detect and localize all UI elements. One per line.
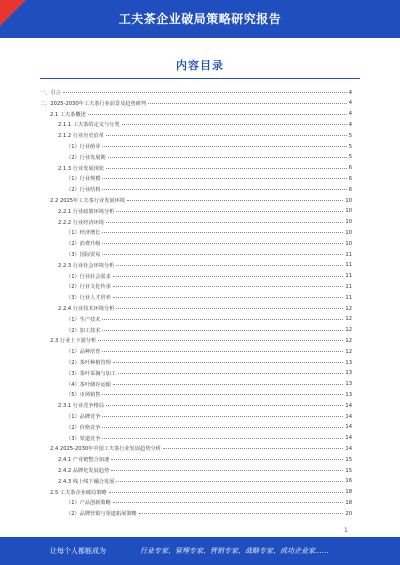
toc-entry[interactable] (66, 434, 352, 443)
toc-entry-text: 2.3.1 行业竞争格局 (58, 403, 104, 410)
toc-entry-page: 14 (345, 435, 352, 442)
toc-divider (40, 78, 360, 79)
toc-entry-page: 11 (345, 251, 352, 258)
toc-entry-text: （1）行业规模 (66, 176, 101, 183)
toc-leader-dots (116, 481, 343, 482)
toc-entry[interactable] (58, 218, 352, 227)
toc-entry[interactable] (66, 142, 352, 151)
toc-entry-text: （2）品牌营销与渠道拓展策略 (66, 511, 137, 518)
toc-entry-page: 12 (345, 337, 352, 344)
toc-entry[interactable] (66, 153, 352, 162)
toc-entry[interactable] (66, 228, 352, 237)
toc-entry-page: 14 (345, 402, 352, 409)
toc-entry-page: 13 (345, 359, 352, 366)
toc-entry-page: 11 (345, 262, 352, 269)
toc-leader-dots (111, 470, 343, 471)
toc-entry[interactable] (66, 315, 352, 324)
toc-entry-page: 4 (348, 121, 352, 128)
toc-entry[interactable] (66, 185, 352, 194)
toc-entry-page: 15 (345, 456, 352, 463)
toc-entry-page: 6 (348, 165, 352, 172)
toc-entry-text: （2）消费升级 (66, 241, 101, 248)
toc-entry-page: 4 (348, 111, 352, 118)
toc-entry-page: 12 (345, 305, 352, 312)
toc-leader-dots (102, 351, 343, 352)
toc-entry[interactable] (40, 99, 352, 108)
toc-leader-dots (148, 103, 347, 104)
toc-entry[interactable] (66, 498, 352, 507)
toc-entry-page: 11 (345, 294, 352, 301)
toc-entry-text: 2.1 工夫茶概述 (50, 111, 86, 118)
toc-leader-dots (108, 157, 347, 158)
toc-leader-dots (102, 146, 346, 147)
toc-leader-dots (122, 124, 347, 125)
toc-entry-page: 10 (345, 240, 352, 247)
toc-entry-page: 10 (345, 229, 352, 236)
toc-leader-dots (98, 340, 343, 341)
toc-leader-dots (102, 189, 346, 190)
page-number: 1 (344, 527, 348, 534)
toc-entry-page: 5 (348, 143, 352, 150)
toc-entry-page: 18 (345, 489, 352, 496)
toc-entry-text: 2.1.3 行业发展现状 (58, 165, 104, 172)
toc-leader-dots (113, 276, 344, 277)
toc-entry-text: 二、2025-2030年工夫茶行业前景及趋势研判 (40, 100, 147, 107)
toc-entry-text: （3）茶叶采摘与加工 (66, 370, 116, 377)
toc-leader-dots (102, 438, 343, 439)
report-header (0, 0, 400, 38)
toc-entry[interactable] (66, 390, 352, 399)
report-title: 工夫茶企业破局策略研究报告 (118, 12, 282, 26)
toc-entry-page: 14 (345, 445, 352, 452)
toc-entry-text: 2.4.2 品牌化发展趋势 (58, 468, 110, 474)
toc-entry-page: 5 (348, 132, 352, 139)
toc-entry-page: 5 (348, 154, 352, 161)
toc-entry-page: 11 (345, 283, 352, 290)
toc-leader-dots (111, 459, 343, 460)
toc-entry[interactable] (58, 455, 352, 464)
toc-entry-text: 2.3 行业上下游分析 (50, 338, 97, 345)
toc-entry-text: 2.2.2 行业经济环境 (58, 219, 104, 226)
toc-entry[interactable] (50, 110, 352, 119)
toc-entry[interactable] (58, 120, 352, 129)
footer-slogan-right: 行业专家、管理专家、营销专家、战略专家、成功企业家…… (140, 547, 329, 555)
toc-entry-page: 12 (345, 327, 352, 334)
toc-leader-dots (102, 427, 343, 428)
toc-entry[interactable] (66, 293, 352, 302)
toc-entry-page: 15 (345, 467, 352, 474)
toc-entry-page: 10 (345, 208, 352, 215)
toc-entry-text: （2）行业发展期 (66, 154, 106, 161)
toc-leader-dots (102, 178, 346, 179)
toc-leader-dots (116, 211, 343, 212)
toc-entry-text: 2.4 2025-2030年中国工夫茶行业发展趋势分析 (50, 446, 161, 453)
toc-entry-page: 12 (345, 316, 352, 323)
toc-entry-text: 2.2.4 行业技术环境分析 (58, 306, 115, 312)
toc-leader-dots (127, 200, 343, 201)
toc-entry-page: 10 (345, 219, 352, 226)
toc-leader-dots (106, 168, 347, 169)
toc-leader-dots (106, 222, 343, 223)
toc-entry-text: （2）行业文化传承 (66, 284, 111, 291)
toc-entry-page: 13 (345, 370, 352, 377)
toc-entry[interactable] (66, 239, 352, 248)
toc-entry-text: （3）渠道竞争 (66, 435, 101, 442)
toc-entry-text: （1）品种培育 (66, 349, 101, 356)
toc-entry-page: 12 (345, 348, 352, 355)
toc-entry[interactable] (66, 347, 352, 356)
toc-entry[interactable] (66, 250, 352, 259)
toc-entry-page: 20 (345, 510, 352, 517)
toc-entry-text: 2.1.1 工夫茶的定义与分类 (58, 122, 120, 129)
toc-entry-text: （2）茶叶种植管理 (66, 360, 111, 366)
toc-entry[interactable] (58, 466, 352, 475)
toc-leader-dots (63, 92, 347, 93)
toc-leader-dots (102, 232, 343, 233)
toc-entry-text: （4）茶叶储存运输 (66, 381, 111, 388)
toc-leader-dots (102, 319, 343, 320)
toc-entry-text: （3）国际贸易 (66, 252, 101, 258)
toc-entry-text: （2）价格竞争 (66, 424, 101, 431)
toc-entry[interactable] (66, 272, 352, 281)
toc-entry[interactable] (58, 261, 352, 270)
toc-entry[interactable] (58, 207, 352, 216)
toc-leader-dots (102, 243, 343, 244)
toc-entry-text: （1）品牌竞争 (66, 414, 101, 420)
toc-leader-dots (106, 405, 343, 406)
toc-leader-dots (113, 362, 344, 363)
toc-entry-text: 2.1.2 行业历史沿革 (58, 133, 104, 140)
toc-entry[interactable] (50, 488, 352, 497)
toc-entry[interactable] (50, 444, 352, 453)
toc-entry-page: 14 (345, 424, 352, 431)
toc-entry[interactable] (66, 358, 352, 367)
toc-leader-dots (139, 513, 344, 514)
toc-entry-page: 13 (345, 381, 352, 388)
toc-entry-text: （1）行业萌芽 (66, 144, 101, 150)
toc-entry-text: 2.4.3 线上线下融合发展 (58, 478, 115, 485)
toc-entry-page: 4 (348, 100, 352, 107)
toc-leader-dots (102, 394, 343, 395)
toc-entry-page: 16 (345, 478, 352, 485)
toc-entry-page: 6 (348, 175, 352, 182)
toc-leader-dots (106, 135, 347, 136)
toc-entry[interactable] (66, 369, 352, 378)
toc-leader-dots (88, 114, 347, 115)
toc-entry-text: 一、引言 (40, 90, 61, 96)
toc-leader-dots (102, 254, 343, 255)
toc-entry-text: （5）市场销售 (66, 392, 101, 399)
toc-entry-text: 2.2 2025年工夫茶行业发展环境 (50, 198, 125, 204)
toc-entry-text: （1）产品创新策略 (66, 500, 111, 507)
toc-entry-page: 6 (348, 186, 352, 193)
report-footer (0, 537, 400, 565)
toc-leader-dots (113, 297, 344, 298)
toc-entry-text: （3）行业人才培养 (66, 295, 111, 302)
toc-entry-page: 10 (345, 197, 352, 204)
toc-leader-dots (163, 448, 344, 449)
toc-leader-dots (102, 416, 343, 417)
toc-entry[interactable] (66, 174, 352, 183)
toc-entry-page: 4 (348, 89, 352, 96)
toc-leader-dots (113, 384, 344, 385)
toc-entry[interactable] (66, 412, 352, 421)
toc-leader-dots (102, 330, 343, 331)
toc-entry[interactable] (66, 423, 352, 432)
toc-entry[interactable] (40, 88, 352, 97)
toc-entry-text: 2.4.1 产业链整合加速 (58, 457, 110, 464)
toc-entry-page: 14 (345, 413, 352, 420)
toc-leader-dots (116, 265, 343, 266)
toc-entry[interactable] (66, 380, 352, 389)
toc-entry[interactable] (50, 336, 352, 345)
toc-entry-text: 2.5 工夫茶企业破局策略 (50, 489, 107, 496)
toc-entry-text: （2）行业结构 (66, 187, 101, 194)
toc-leader-dots (109, 492, 344, 493)
toc-leader-dots (118, 373, 343, 374)
toc-entry[interactable] (58, 401, 352, 410)
toc-leader-dots (113, 502, 344, 503)
toc-entry[interactable] (66, 509, 352, 518)
toc-entry[interactable] (58, 131, 352, 140)
toc-leader-dots (116, 308, 343, 309)
toc-entry-text: （1）行业社会需求 (66, 273, 111, 280)
toc-entry[interactable] (66, 326, 352, 335)
toc-entry[interactable] (50, 196, 352, 205)
toc-title: 内容目录 (176, 59, 224, 72)
toc-entry[interactable] (58, 304, 352, 313)
toc-entry-text: （1）生产技术 (66, 316, 101, 323)
toc-entry[interactable] (58, 164, 352, 173)
toc-entry-text: （1）经济增长 (66, 230, 101, 237)
toc-leader-dots (113, 286, 344, 287)
footer-slogan-left: 让每个人都能成为 (50, 547, 106, 555)
toc-entry-text: （2）加工技术 (66, 327, 101, 334)
toc-entry-page: 11 (345, 273, 352, 280)
toc-entry-text: 2.2.1 行业政策环境分析 (58, 208, 115, 215)
toc-entry-page: 13 (345, 391, 352, 398)
toc-entry-page: 18 (345, 499, 352, 506)
toc-entry[interactable] (66, 282, 352, 291)
toc-entry[interactable] (58, 477, 352, 486)
toc-entry-text: 2.2.3 行业社会环境分析 (58, 262, 115, 269)
